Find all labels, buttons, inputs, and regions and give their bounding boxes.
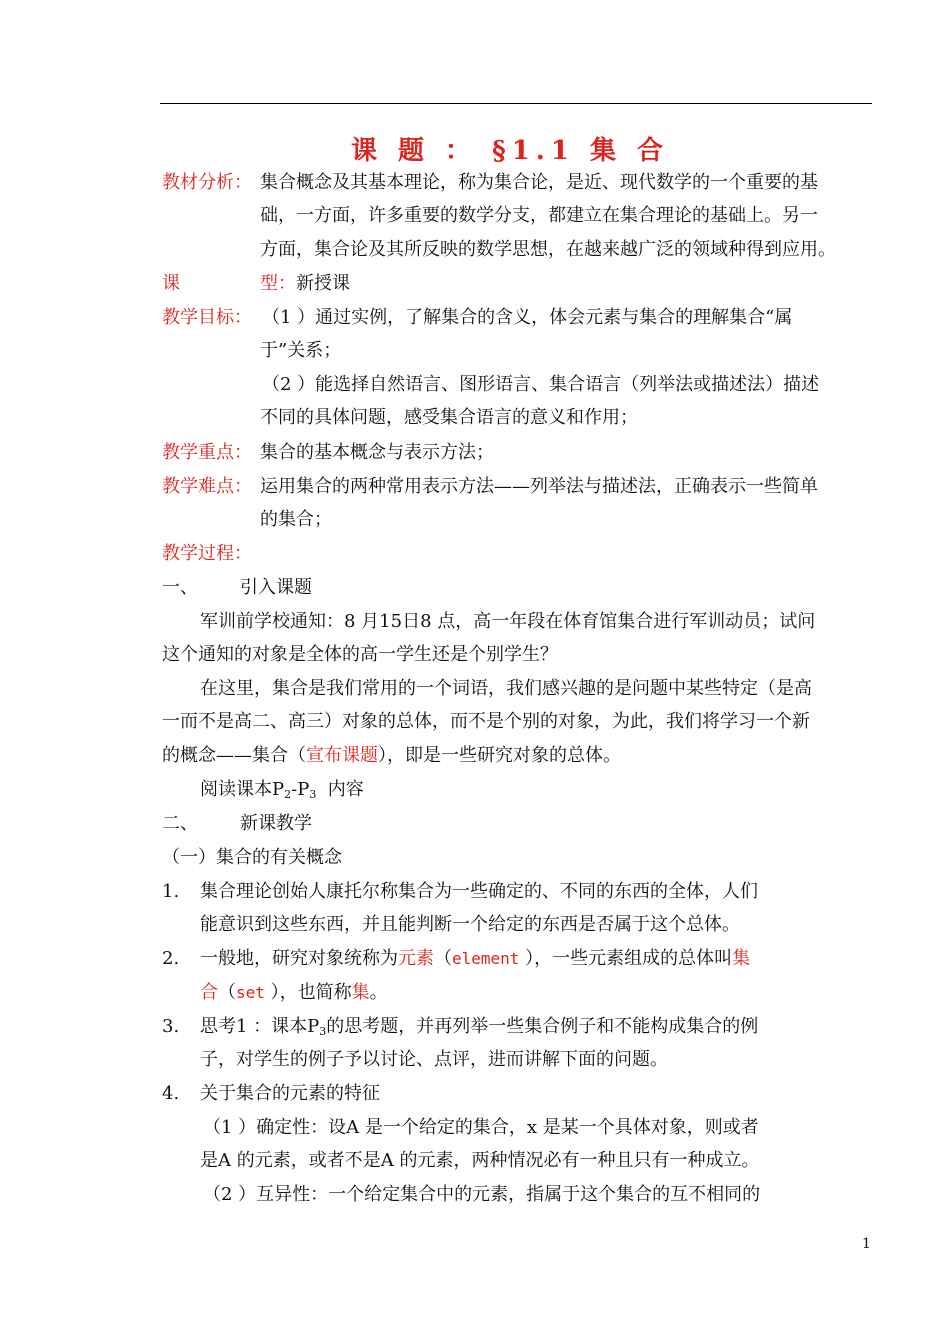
goal-line: 不同的具体问题，感受集合语言的意义和作用； (260, 407, 638, 428)
paragraph-line: 一而不是高二、高三）对象的总体，而不是个别的对象，为此，我们将学习一个新 (162, 711, 810, 732)
process-label: 教学过程： (162, 543, 252, 564)
goal-line: 于”关系； (260, 340, 342, 361)
difficulty-line: 运用集合的两种常用表示方法——列举法与描述法，正确表示一些简单 (260, 476, 818, 497)
item-line: 思考1 ：课本$P_3$的思考题，并再列举一些集合例子和不能构成集合的例 (200, 1016, 759, 1038)
section-title: 引入课题 (240, 577, 312, 598)
goal-line: （2 ）能选择自然语言、图形语言、集合语言（列举法或描述法）描述 (262, 374, 820, 395)
paragraph-line: 的概念——集合（宣布课题），即是一些研究对象的总体。 (162, 745, 621, 766)
goal-line: （1 ）通过实例，了解集合的含义，体会元素与集合的理解集合“属 (262, 307, 793, 328)
reading-line: 阅读课本$P_2-P_3$ 内容 (200, 779, 364, 801)
keypoint-value: 集合的基本概念与表示方法； (260, 442, 494, 463)
item-line: 能意识到这些东西，并且能判断一个给定的东西是否属于这个总体。 (200, 914, 740, 935)
subsection-title: （一）集合的有关概念 (162, 847, 342, 868)
difficulty-line: 的集合； (260, 509, 332, 530)
item-number: 2. (162, 948, 180, 969)
term-set-a: 集 (732, 948, 751, 969)
analysis-label: 教材分析： (162, 172, 252, 193)
paragraph-line: 在这里，集合是我们常用的一个词语，我们感兴趣的是问题中某些特定（是高 (200, 678, 812, 699)
item-number: 3. (162, 1016, 180, 1037)
item-number: 4. (162, 1083, 180, 1104)
section-number: 二、 (162, 813, 198, 834)
term-set-b: 合 (200, 982, 218, 1003)
section-number: 一、 (162, 577, 198, 598)
announce-topic-text: 宣布课题 (306, 745, 378, 766)
lesson-title: 课 题 ： §1.1 集 合 (350, 136, 670, 166)
term-element-en: element (452, 949, 520, 968)
type-label-a: 课 (162, 273, 180, 294)
analysis-line: 础，一方面，许多重要的数学分支，都建立在集合理论的基础上。另一 (260, 205, 818, 226)
keypoint-label: 教学重点： (162, 442, 252, 463)
item-line: 子，对学生的例子予以讨论、点评，进而讲解下面的问题。 (200, 1049, 668, 1070)
analysis-line: 方面，集合论及其所反映的数学思想，在越来越广泛的领域种得到应用。 (260, 239, 836, 260)
item-title: 关于集合的元素的特征 (200, 1083, 380, 1104)
term-set-short: 集 (351, 982, 370, 1003)
item-line: （1 ）确定性：设A 是一个给定的集合，x 是某一个具体对象，则或者 (203, 1117, 759, 1138)
paragraph-line: 军训前学校通知：8 月15日8 点，高一年段在体育馆集合进行军训动员；试问 (200, 611, 816, 632)
item-number: 1. (162, 881, 180, 902)
goals-label: 教学目标： (162, 307, 252, 328)
item-line: 是A 的元素，或者不是A 的元素，两种情况必有一种且只有一种成立。 (200, 1150, 760, 1171)
item-line: 集合理论创始人康托尔称集合为一些确定的、不同的东西的全体，人们 (200, 881, 758, 902)
page-number: 1 (862, 1236, 871, 1252)
type-label-b: 型： (260, 273, 296, 294)
paragraph-line: 这个通知的对象是全体的高一学生还是个别学生？ (162, 644, 558, 665)
section-title: 新课教学 (240, 813, 312, 834)
analysis-line: 集合概念及其基本理论，称为集合论，是近、现代数学的一个重要的基 (260, 172, 818, 193)
term-set-en: set (236, 983, 265, 1002)
type-value: 新授课 (296, 273, 350, 294)
item-line: 合（set ），也简称集。 (200, 982, 388, 1003)
difficulty-label: 教学难点： (162, 476, 252, 497)
item-line: （2 ）互异性：一个给定集合中的元素，指属于这个集合的互不相同的 (203, 1184, 761, 1205)
header-rule (160, 103, 872, 104)
term-element: 元素 (398, 948, 434, 969)
item-line: 一般地，研究对象统称为元素（element ），一些元素组成的总体叫集 (200, 948, 751, 969)
